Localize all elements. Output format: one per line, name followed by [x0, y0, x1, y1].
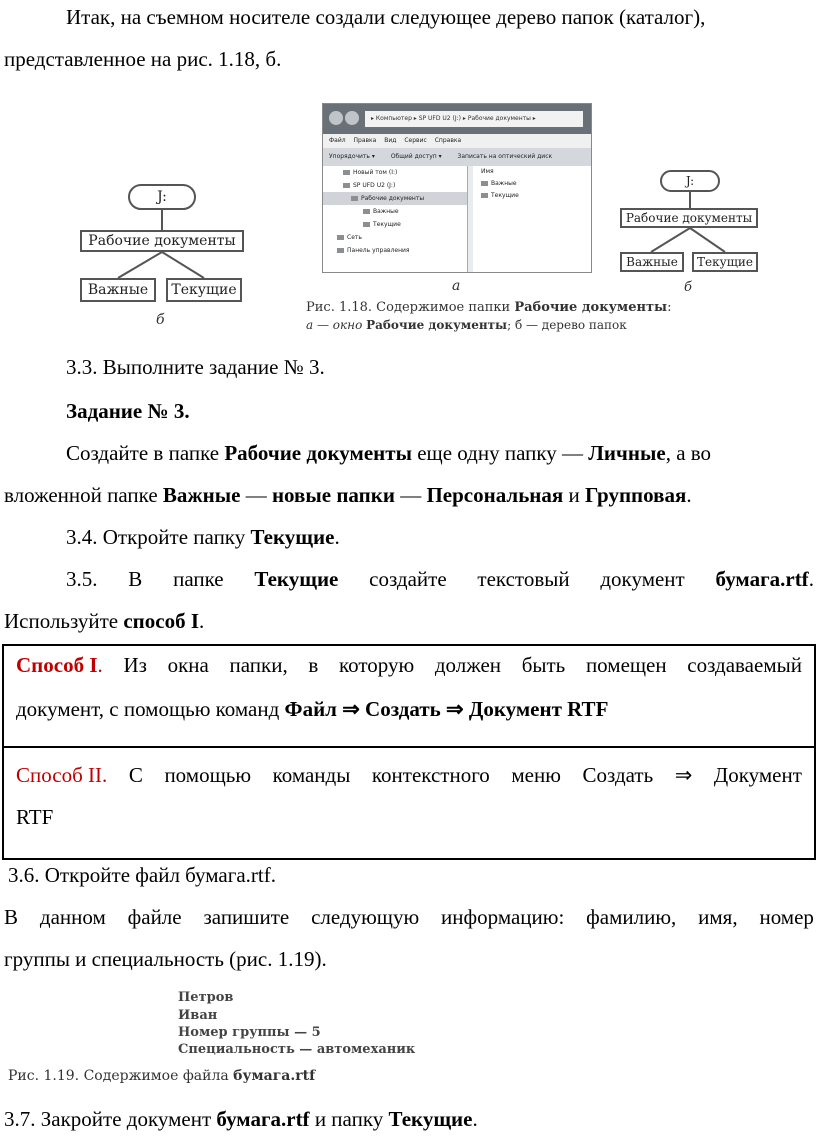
- nav-item: Текущие: [323, 218, 467, 231]
- toolbar: [323, 148, 591, 166]
- folder-icon: [363, 222, 370, 227]
- file-item: Важные: [473, 178, 591, 190]
- task-line-2: вложенной папке Важные — новые папки — Персональная и Групповая.: [4, 483, 692, 507]
- tree-node-important: Важные: [620, 252, 684, 272]
- file-list: [473, 166, 591, 272]
- window-title-bar: [323, 104, 591, 134]
- paragraph-line: В данном файле запишите следующую информацию: фамилию, имя, номер: [4, 905, 814, 929]
- nav-item: Новый том (I:): [323, 166, 467, 179]
- method-2-line2: RTF: [16, 805, 54, 829]
- figure-caption: Рис. 1.18. Содержимое папки Рабочие документы:: [306, 300, 672, 315]
- method-2-cell: [4, 748, 814, 856]
- address-bar: ▸ Компьютер ▸ SP UFD U2 (J:) ▸ Рабочие документы ▸: [365, 111, 583, 127]
- method-2-line: Способ II. С помощью команды контекстного меню Создать ⇒ Документ: [16, 763, 802, 787]
- explorer-window: [322, 103, 592, 273]
- figure-label-a: а: [452, 278, 461, 294]
- method-1-line2: документ, с помощью команд Файл ⇒ Создать ⇒ Документ RTF: [16, 697, 609, 721]
- method-1-cell: [4, 646, 814, 748]
- section-3-7: 3.7. Закройте документ бумага.rtf и папку Текущие.: [4, 1107, 478, 1131]
- toolbar-item: Упорядочить ▾: [329, 153, 375, 160]
- file-item: Текущие: [473, 190, 591, 202]
- menu-bar: [323, 134, 591, 148]
- drive-icon: [343, 183, 350, 188]
- tree-root-node: J:: [660, 170, 720, 192]
- menu-item: Справка: [434, 137, 462, 144]
- tree-node-current: Текущие: [166, 278, 242, 302]
- toolbar-item: Общий доступ ▾: [390, 153, 442, 160]
- control-panel-icon: [337, 248, 344, 253]
- tree-root-node: J:: [128, 184, 196, 210]
- section-3-4: 3.4. Откройте папку Текущие.: [66, 525, 340, 549]
- figure-label-b: б: [684, 280, 692, 295]
- task-title: Задание № 3.: [66, 399, 190, 423]
- menu-item: Вид: [384, 137, 397, 144]
- figure-label-b: б: [156, 312, 165, 328]
- paragraph-line: Итак, на съемном носителе создали следующее дерево папок (каталог),: [66, 5, 706, 29]
- file-content-line: Петров: [178, 990, 234, 1005]
- forward-icon: [345, 111, 359, 125]
- menu-item: Сервис: [404, 137, 427, 144]
- nav-item: Важные: [323, 205, 467, 218]
- paragraph-line: представленное на рис. 1.18, б.: [4, 47, 282, 71]
- column-header: Имя: [481, 168, 494, 175]
- nav-item: SP UFD U2 (J:): [323, 179, 467, 192]
- tree-node-current: Текущие: [692, 252, 758, 272]
- folder-icon: [351, 196, 358, 201]
- drive-icon: [343, 170, 350, 175]
- tree-node-work-docs: Рабочие документы: [80, 230, 244, 252]
- tree-node-work-docs: Рабочие документы: [620, 208, 758, 228]
- menu-item: Правка: [353, 137, 377, 144]
- section-3-5-line2: Используйте способ I.: [4, 609, 205, 633]
- folder-icon: [481, 193, 488, 198]
- file-content-line: Номер группы — 5: [178, 1025, 321, 1040]
- nav-item: Сеть: [323, 231, 467, 244]
- section-3-5: 3.5. В папке Текущие создайте текстовый документ бумага.rtf.: [66, 567, 814, 591]
- methods-table: [2, 644, 816, 860]
- nav-item: Панель управления: [323, 244, 467, 257]
- figure-caption-line2: а — окно Рабочие документы; б — дерево папок: [306, 318, 627, 332]
- figure-caption: Рис. 1.19. Содержимое файла бумага.rtf: [8, 1068, 316, 1084]
- section-3-3: 3.3. Выполните задание № 3.: [66, 355, 325, 379]
- task-line-1: Создайте в папке Рабочие документы еще одну папку — Личные, а во: [66, 441, 712, 465]
- paragraph-line: группы и специальность (рис. 1.19).: [4, 947, 327, 971]
- section-3-6: 3.6. Откройте файл бумага.rtf.: [8, 863, 277, 887]
- toolbar-item: Записать на оптический диск: [457, 153, 553, 160]
- method-1-line: Способ I. Из окна папки, в которую должен быть помещен создаваемый: [16, 653, 802, 677]
- folder-icon: [363, 209, 370, 214]
- navigation-pane: [323, 166, 468, 272]
- back-icon: [329, 111, 343, 125]
- file-content-line: Специальность — автомеханик: [178, 1042, 416, 1057]
- network-icon: [337, 235, 344, 240]
- tree-node-important: Важные: [80, 278, 156, 302]
- menu-item: Файл: [329, 137, 346, 144]
- file-content-line: Иван: [178, 1008, 218, 1023]
- folder-icon: [481, 181, 488, 186]
- nav-item-selected: Рабочие документы: [323, 192, 467, 205]
